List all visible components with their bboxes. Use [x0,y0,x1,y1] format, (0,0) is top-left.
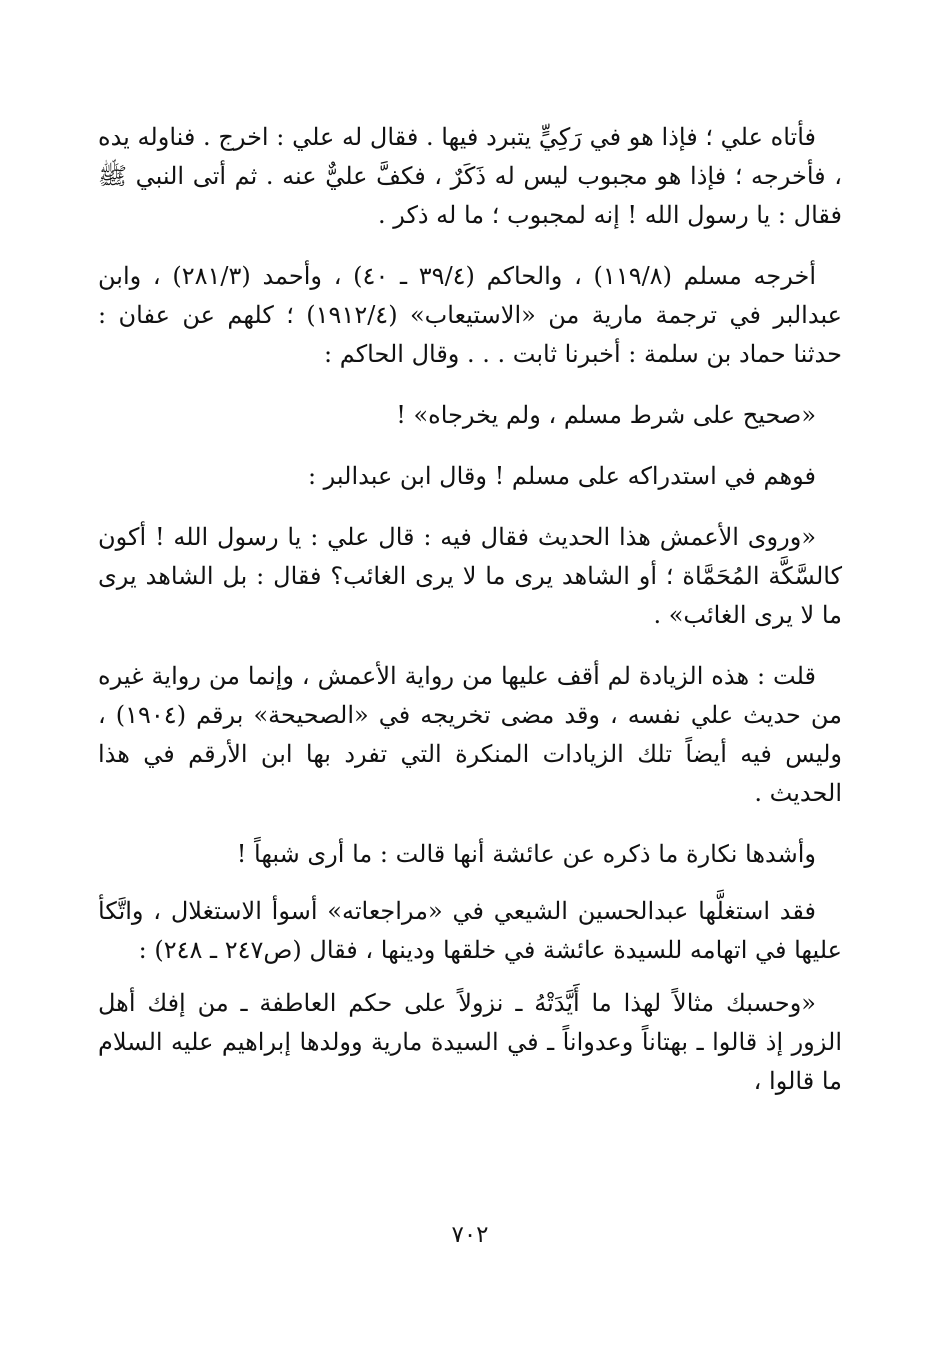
paragraph-narration: فأتاه علي ؛ فإذا هو في رَكِيٍّ يتبرد فيها . فقال له علي : اخرج . فناوله يده ، فأخرجه ؛ فإذا هو مجبوب ليس له ذَكَرٌ ، فكفَّ عليٌّ عنه . ثم أتى النبي ﷺ فقال : يا رسول الله ! إنه لمجبوب ؛ ما له ذكر . [98,123,842,229]
paragraph-takhrij: أخرجه مسلم (١١٩/٨) ، والحاكم (٣٩/٤ ـ ٤٠) ، وأحمد (٢٨١/٣) ، وابن عبدالبر في ترجمة مارية من «الاستيعاب» (١٩١٢/٤) ؛ كلهم عن عفان : حدثنا حماد بن سلمة : أخبرنا ثابت . . . وقال الحاكم : [98,262,843,368]
paragraph-aisha-statement: وأشدها نكارة ما ذكره عن عائشة أنها قالت : ما أرى شبهاً ! [236,840,816,868]
page-body [98,118,842,1101]
paragraph-hakim-quote: «صحيح على شرط مسلم ، ولم يخرجاه» ! [396,401,816,429]
paragraph-muraja-quote: «وحسبك مثالاً لهذا ما أَيَّدَتْهُ ـ نزولاً على حكم العاطفة ـ من إفك أهل الزور إذ قالوا ـ بهتاناً وعدواناً ـ في السيدة مارية وولدها إبراهيم عليه السلام ما قالوا ، [98,989,842,1095]
paragraph-ibn-abdulbarr-intro: فوهم في استدراكه على مسلم ! وقال ابن عبدالبر : [307,462,816,490]
paragraph-amash-quote: «وروى الأعمش هذا الحديث فقال فيه : قال علي : يا رسول الله ! أكون كالسَّكَّة المُحَمَّاة ؛ أو الشاهد يرى ما لا يرى الغائب؟ فقال : بل الشاهد يرى ما لا يرى الغائب» . [98,523,842,629]
page-number: ٧٠٢ [451,1222,489,1248]
paragraph-shia-exploitation: فقد استغلَّها عبدالحسين الشيعي في «مراجعاته» أسوأ الاستغلال ، واتَّكأ عليها في اتهامه للسيدة عائشة في خلقها ودينها ، فقال (ص٢٤٧ ـ ٢٤٨) : [98,897,842,964]
paragraph-author-comment: قلت : هذه الزيادة لم أقف عليها من رواية الأعمش ، وإنما من رواية غيره من حديث علي نفسه ، وقد مضى تخريجه في «الصحيحة» برقم (١٩٠٤) ، وليس فيه أيضاً تلك الزيادات المنكرة التي تفرد بها ابن الأرقم في هذا الحديث . [98,662,842,807]
